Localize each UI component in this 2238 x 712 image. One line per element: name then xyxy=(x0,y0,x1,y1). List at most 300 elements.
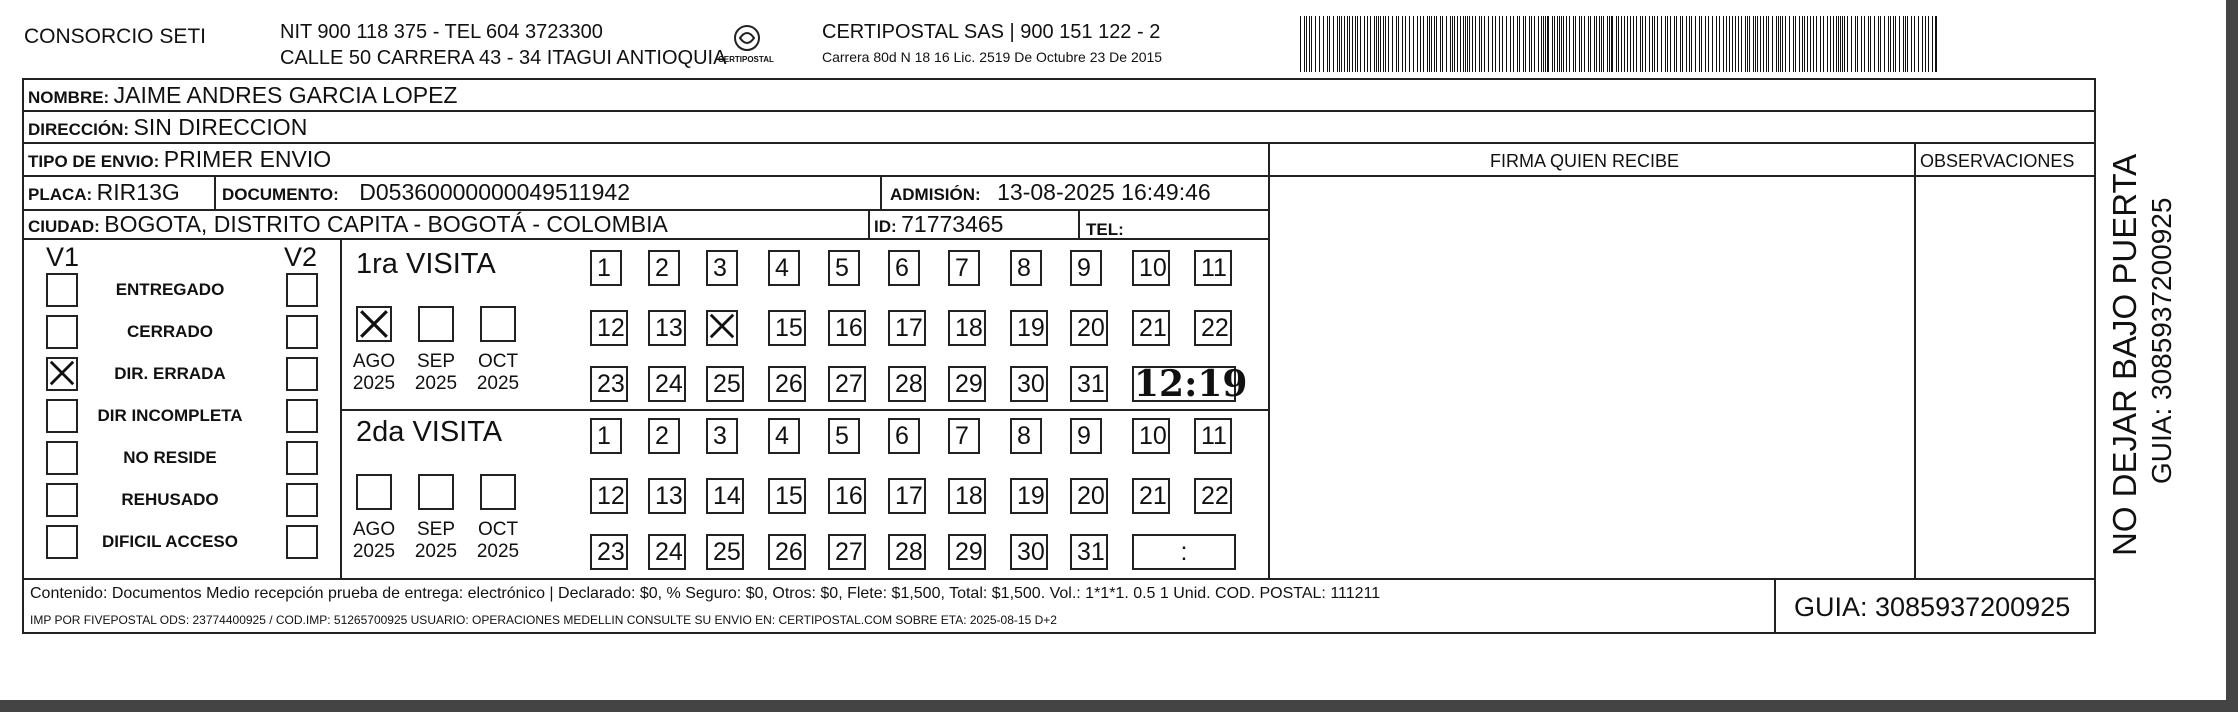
day-box[interactable]: 30 xyxy=(1010,534,1048,570)
barcode-bar xyxy=(1396,16,1397,72)
company-name: CONSORCIO SETI xyxy=(24,25,207,48)
barcode-bar xyxy=(1782,16,1783,72)
admision-row xyxy=(890,181,1211,204)
barcode-bar xyxy=(1636,16,1637,72)
barcode-bar xyxy=(1388,16,1389,72)
day-box[interactable]: 13 xyxy=(648,478,686,514)
barcode-bar xyxy=(1789,16,1790,72)
barcode-bar xyxy=(1594,16,1595,72)
barcode-bar xyxy=(1304,16,1305,72)
barcode-bar xyxy=(1880,16,1881,72)
barcode-bar xyxy=(1719,16,1720,72)
barcode-bar xyxy=(1793,16,1794,72)
ciudad-label: CIUDAD: xyxy=(28,217,100,236)
barcode-bar xyxy=(1780,16,1781,72)
logo-text: CERTIPOSTAL xyxy=(718,55,774,64)
year-label: 2025 xyxy=(414,541,458,562)
barcode-bar xyxy=(1510,16,1511,72)
day-box[interactable]: 4 xyxy=(768,250,800,286)
barcode-bar xyxy=(1599,16,1600,72)
barcode-bar xyxy=(1506,16,1507,72)
v2-checkbox[interactable] xyxy=(286,357,318,391)
barcode-bar xyxy=(1813,16,1814,72)
month-label: SEP xyxy=(416,351,456,372)
day-box[interactable]: 30 xyxy=(1010,366,1048,402)
barcode-bar xyxy=(1810,16,1811,72)
barcode-bar xyxy=(1820,16,1821,72)
day-box[interactable]: 22 xyxy=(1194,478,1232,514)
status-label: DIR. ERRADA xyxy=(114,364,226,383)
barcode-bar xyxy=(1838,16,1839,72)
barcode-bar xyxy=(1306,16,1307,72)
scan-shadow-right xyxy=(2226,0,2238,712)
barcode-bar xyxy=(1914,16,1915,72)
barcode-bar xyxy=(1922,16,1923,72)
day-box[interactable]: 20 xyxy=(1070,478,1108,514)
barcode-bar xyxy=(1864,16,1865,72)
certipostal-logo xyxy=(712,22,782,70)
barcode-bar xyxy=(1529,16,1530,72)
tel-row xyxy=(1086,216,1124,239)
day-box[interactable]: 2 xyxy=(648,250,680,286)
day-box[interactable]: 13 xyxy=(648,310,686,346)
year-label: 2025 xyxy=(476,541,520,562)
barcode-bar xyxy=(1417,16,1418,72)
id-label: ID: xyxy=(874,217,897,236)
barcode-bar xyxy=(1925,16,1926,72)
day-box[interactable] xyxy=(706,310,738,346)
barcode-bar xyxy=(1436,16,1437,72)
month-label: OCT xyxy=(477,351,519,372)
barcode-bar xyxy=(1760,16,1761,72)
day-box[interactable]: 22 xyxy=(1194,310,1232,346)
barcode-bar xyxy=(1484,16,1485,72)
day-box[interactable]: 11 xyxy=(1194,418,1232,454)
day-box[interactable]: 5 xyxy=(828,418,860,454)
day-box[interactable]: 4 xyxy=(768,418,800,454)
barcode-bar xyxy=(1682,16,1683,72)
barcode-bar xyxy=(1385,16,1386,72)
day-box[interactable]: 20 xyxy=(1070,310,1108,346)
barcode-bar xyxy=(1893,16,1894,72)
barcode-bar xyxy=(1611,16,1613,72)
barcode-bar xyxy=(1575,16,1576,72)
status-label: ENTREGADO xyxy=(115,280,225,299)
barcode-bar xyxy=(1804,16,1805,72)
day-box[interactable]: 31 xyxy=(1070,534,1108,570)
barcode-bar xyxy=(1452,16,1453,72)
barcode-bar xyxy=(1928,16,1929,72)
barcode-bar xyxy=(1699,16,1700,72)
barcode-bar xyxy=(1495,16,1496,72)
documento-value: D05360000000049511942 xyxy=(359,179,630,205)
barcode-bar xyxy=(1315,16,1316,72)
barcode-bar xyxy=(1689,16,1690,72)
month-label: OCT xyxy=(477,519,519,540)
time-box[interactable]: 12:19 xyxy=(1134,363,1248,405)
barcode-bar xyxy=(1878,16,1879,72)
barcode-bar xyxy=(1327,16,1328,72)
barcode-bar xyxy=(1745,16,1746,72)
barcode-bar xyxy=(1654,16,1655,72)
barcode-bar xyxy=(1676,16,1677,72)
barcode-bar xyxy=(1398,16,1399,72)
barcode-bar xyxy=(1674,16,1675,72)
day-box[interactable]: 29 xyxy=(948,534,986,570)
barcode-bar xyxy=(1347,16,1348,72)
barcode-bar xyxy=(1534,16,1535,72)
month-checkbox[interactable] xyxy=(480,306,516,342)
day-box[interactable]: 15 xyxy=(768,310,806,346)
barcode-bar xyxy=(1566,16,1567,72)
day-box[interactable]: 28 xyxy=(888,534,926,570)
barcode-bar xyxy=(1695,16,1696,72)
barcode-bar xyxy=(1596,16,1597,72)
barcode-bar xyxy=(1341,16,1342,72)
barcode-bar xyxy=(1795,16,1796,72)
barcode-bar xyxy=(1935,16,1937,72)
barcode-bar xyxy=(1857,16,1858,72)
documento-label: DOCUMENTO: xyxy=(222,185,339,204)
month-label: AGO xyxy=(352,351,396,372)
barcode-bar xyxy=(1603,16,1604,72)
observaciones-header: OBSERVACIONES xyxy=(1920,151,2075,171)
barcode-bar xyxy=(1888,16,1889,72)
barcode-bar xyxy=(1429,16,1430,72)
barcode-bar xyxy=(1409,16,1410,72)
barcode-bar xyxy=(1360,16,1361,72)
v1-label: V1 xyxy=(46,242,80,272)
barcode-bar xyxy=(1905,16,1906,72)
barcode-bar xyxy=(1757,16,1758,72)
barcode-bar xyxy=(1895,16,1896,72)
day-box[interactable]: 23 xyxy=(590,366,628,402)
barcode-bar xyxy=(1475,16,1476,72)
day-box[interactable]: 8 xyxy=(1010,250,1042,286)
barcode-bar xyxy=(1355,16,1356,72)
barcode-bar xyxy=(1434,16,1435,72)
day-box[interactable]: 26 xyxy=(768,366,806,402)
footer-line1: Contenido: Documentos Medio recepción prueba de entrega: electrónico | Declarado: $0, % Seguro: $0, Otros: $0, Flete: $1,500, Total: $1,500. Vol.: 1*1*1. 0.5 1 Unid. COD. POSTAL: 111211 xyxy=(30,585,1381,602)
day-box[interactable]: 31 xyxy=(1070,366,1108,402)
barcode-bar xyxy=(1323,16,1324,72)
barcode-bar xyxy=(1457,16,1458,72)
day-box[interactable]: 24 xyxy=(648,366,686,402)
month-label: SEP xyxy=(416,519,456,540)
day-box[interactable]: 28 xyxy=(888,366,926,402)
barcode-bar xyxy=(1349,16,1350,72)
day-box[interactable]: 27 xyxy=(828,366,866,402)
month-checkbox[interactable] xyxy=(418,474,454,510)
day-box[interactable]: 3 xyxy=(706,250,738,286)
barcode-bar xyxy=(1726,16,1727,72)
day-box[interactable]: 2 xyxy=(648,418,680,454)
v2-label: V2 xyxy=(284,242,318,272)
barcode-bar xyxy=(1563,16,1564,72)
barcode-bar xyxy=(1621,16,1622,72)
barcode-bar xyxy=(1319,16,1320,72)
day-box[interactable]: 1 xyxy=(590,418,622,454)
barcode-bar xyxy=(1337,16,1338,72)
day-box[interactable]: 16 xyxy=(828,310,866,346)
month-checkbox[interactable] xyxy=(480,474,516,510)
barcode-bar xyxy=(1573,16,1574,72)
day-box[interactable]: 12 xyxy=(590,478,628,514)
status-label: REHUSADO xyxy=(121,490,219,509)
barcode-bar xyxy=(1903,16,1904,72)
direccion-value: SIN DIRECCION xyxy=(133,114,308,140)
barcode-bar xyxy=(1523,16,1524,72)
barcode-bar xyxy=(1413,16,1414,72)
visit-title: 1ra VISITA xyxy=(356,248,496,280)
barcode xyxy=(1300,16,1940,72)
day-box[interactable]: 17 xyxy=(888,310,926,346)
nombre-label: NOMBRE: xyxy=(28,88,110,107)
barcode-bar xyxy=(1364,16,1365,72)
ciudad-value: BOGOTA, DISTRITO CAPITA - BOGOTÁ - COLOMBIA xyxy=(104,211,668,237)
time-box[interactable]: : xyxy=(1132,534,1236,570)
barcode-bar xyxy=(1465,16,1466,72)
barcode-bar xyxy=(1640,16,1641,72)
barcode-bar xyxy=(1380,16,1381,72)
barcode-bar xyxy=(1300,16,1301,72)
barcode-bar xyxy=(1616,16,1617,72)
visit-title: 2da VISITA xyxy=(356,416,503,448)
barcode-bar xyxy=(1492,16,1493,72)
barcode-bar xyxy=(1479,16,1480,72)
day-box[interactable]: 9 xyxy=(1070,250,1102,286)
barcode-bar xyxy=(1741,16,1742,72)
barcode-bar xyxy=(1624,16,1625,72)
barcode-bar xyxy=(1618,16,1619,72)
day-box[interactable]: 11 xyxy=(1194,250,1232,286)
barcode-bar xyxy=(1357,16,1358,72)
barcode-bar xyxy=(1747,16,1748,72)
v2-checkbox[interactable] xyxy=(286,273,318,307)
barcode-bar xyxy=(1329,16,1330,72)
direccion-row xyxy=(28,116,307,139)
v2-checkbox[interactable] xyxy=(286,483,318,517)
barcode-bar xyxy=(1370,16,1371,72)
barcode-bar xyxy=(1768,16,1769,72)
barcode-bar xyxy=(1753,16,1754,72)
barcode-bar xyxy=(1884,16,1885,72)
barcode-bar xyxy=(1454,16,1455,72)
day-box[interactable]: 19 xyxy=(1010,310,1048,346)
id-value: 71773465 xyxy=(901,211,1004,237)
barcode-bar xyxy=(1525,16,1526,72)
day-box[interactable]: 15 xyxy=(768,478,806,514)
barcode-bar xyxy=(1735,16,1736,72)
barcode-bar xyxy=(1823,16,1824,72)
barcode-bar xyxy=(1766,16,1767,72)
barcode-bar xyxy=(1588,16,1589,72)
day-box[interactable]: 25 xyxy=(706,534,744,570)
barcode-bar xyxy=(1851,16,1852,72)
barcode-bar xyxy=(1392,16,1393,72)
direccion-label: DIRECCIÓN: xyxy=(28,120,130,139)
day-box[interactable]: 9 xyxy=(1070,418,1102,454)
year-label: 2025 xyxy=(352,373,396,394)
barcode-bar xyxy=(1874,16,1875,72)
day-box[interactable]: 27 xyxy=(828,534,866,570)
v2-checkbox[interactable] xyxy=(286,441,318,475)
barcode-bar xyxy=(1680,16,1681,72)
status-label: DIR INCOMPLETA xyxy=(97,406,243,425)
barcode-bar xyxy=(1590,16,1591,72)
barcode-bar xyxy=(1712,16,1713,72)
barcode-bar xyxy=(1460,16,1461,72)
barcode-bar xyxy=(1579,16,1580,72)
day-box[interactable]: 23 xyxy=(590,534,628,570)
barcode-bar xyxy=(1607,16,1608,72)
year-label: 2025 xyxy=(414,373,458,394)
firma-header: FIRMA QUIEN RECIBE xyxy=(1490,151,1680,171)
barcode-bar xyxy=(1899,16,1900,72)
day-box[interactable]: 10 xyxy=(1132,418,1170,454)
barcode-bar xyxy=(1870,16,1871,72)
month-checkbox[interactable] xyxy=(356,306,392,342)
barcode-bar xyxy=(1311,16,1312,72)
barcode-bar xyxy=(1686,16,1687,72)
day-box[interactable]: 6 xyxy=(888,250,920,286)
day-box[interactable]: 8 xyxy=(1010,418,1042,454)
barcode-bar xyxy=(1827,16,1828,72)
barcode-bar xyxy=(1601,16,1602,72)
barcode-bar xyxy=(1661,16,1662,72)
day-box[interactable]: 7 xyxy=(948,418,980,454)
barcode-bar xyxy=(1502,16,1503,72)
barcode-bar xyxy=(1763,16,1764,72)
barcode-bar xyxy=(1543,16,1544,72)
barcode-bar xyxy=(1376,16,1377,72)
barcode-bar xyxy=(1855,16,1856,72)
barcode-bar xyxy=(1367,16,1368,72)
barcode-bar xyxy=(1749,16,1750,72)
day-box[interactable]: 24 xyxy=(648,534,686,570)
ciudad-row xyxy=(28,213,668,236)
barcode-bar xyxy=(1499,16,1500,72)
day-box[interactable]: 26 xyxy=(768,534,806,570)
month-checkbox[interactable] xyxy=(418,306,454,342)
certipostal-address: Carrera 80d N 18 16 Lic. 2519 De Octubre 23 De 2015 xyxy=(822,49,1163,65)
documento-row xyxy=(222,181,630,204)
barcode-bar xyxy=(1427,16,1428,72)
barcode-bar xyxy=(1584,16,1585,72)
barcode-bar xyxy=(1778,16,1779,72)
barcode-bar xyxy=(1705,16,1706,72)
barcode-bar xyxy=(1691,16,1692,72)
day-box[interactable]: 29 xyxy=(948,366,986,402)
barcode-bar xyxy=(1481,16,1482,72)
barcode-bar xyxy=(1670,16,1671,72)
placa-row xyxy=(28,181,180,204)
id-row xyxy=(874,213,1003,236)
barcode-bar xyxy=(1402,16,1403,72)
barcode-bar xyxy=(1488,16,1489,72)
barcode-bar xyxy=(1907,16,1908,72)
barcode-bar xyxy=(1557,16,1558,72)
barcode-bar xyxy=(1609,16,1610,72)
placa-value: RIR13G xyxy=(96,179,180,205)
barcode-bar xyxy=(1538,16,1539,72)
month-checkbox[interactable] xyxy=(356,474,392,510)
barcode-bar xyxy=(1463,16,1464,72)
barcode-bar xyxy=(1627,16,1628,72)
barcode-bar xyxy=(1531,16,1532,72)
footer-guia: GUIA: 3085937200925 xyxy=(1794,592,2071,622)
certipostal-line: CERTIPOSTAL SAS | 900 151 122 - 2 xyxy=(822,21,1161,43)
year-label: 2025 xyxy=(352,541,396,562)
nombre-row xyxy=(28,84,457,107)
barcode-bar xyxy=(1541,16,1542,72)
footer-line2: IMP POR FIVEPOSTAL ODS: 23774400925 / COD.IMP: 51265700925 USUARIO: OPERACIONES MEDELLIN CONSULTE SU ENVIO EN: CERTIPOSTAL.COM SOBRE ETA: 2025-08-15 D+2 xyxy=(30,613,1057,627)
day-box[interactable]: 10 xyxy=(1132,250,1170,286)
barcode-bar xyxy=(1450,16,1451,72)
tipo-row xyxy=(28,148,331,171)
barcode-bar xyxy=(1816,16,1817,72)
day-box[interactable]: 18 xyxy=(948,310,986,346)
barcode-bar xyxy=(1378,16,1379,72)
day-box[interactable]: 18 xyxy=(948,478,986,514)
barcode-bar xyxy=(1799,16,1800,72)
day-box[interactable]: 6 xyxy=(888,418,920,454)
day-box[interactable]: 5 xyxy=(828,250,860,286)
year-label: 2025 xyxy=(476,373,520,394)
day-box[interactable]: 12 xyxy=(590,310,628,346)
barcode-bar xyxy=(1729,16,1730,72)
v2-checkbox[interactable] xyxy=(286,315,318,349)
day-box[interactable]: 21 xyxy=(1132,310,1170,346)
barcode-bar xyxy=(1513,16,1514,72)
barcode-bar xyxy=(1665,16,1666,72)
day-box[interactable]: 25 xyxy=(706,366,744,402)
day-box[interactable]: 7 xyxy=(948,250,980,286)
barcode-bar xyxy=(1446,16,1447,72)
barcode-bar xyxy=(1333,16,1334,72)
barcode-bar xyxy=(1755,16,1756,72)
barcode-bar xyxy=(1472,16,1473,72)
day-box[interactable]: 16 xyxy=(828,478,866,514)
barcode-bar xyxy=(1723,16,1724,72)
barcode-bar xyxy=(1405,16,1406,72)
barcode-bar xyxy=(1545,16,1546,72)
v2-checkbox[interactable] xyxy=(286,399,318,433)
barcode-bar xyxy=(1561,16,1562,72)
barcode-bar xyxy=(1630,16,1631,72)
barcode-bar xyxy=(1716,16,1717,72)
day-box[interactable]: 17 xyxy=(888,478,926,514)
barcode-bar xyxy=(1442,16,1443,72)
barcode-bar xyxy=(1868,16,1869,72)
day-box[interactable]: 21 xyxy=(1132,478,1170,514)
barcode-bar xyxy=(1517,16,1518,72)
barcode-bar xyxy=(1633,16,1634,72)
day-box[interactable]: 1 xyxy=(590,250,622,286)
barcode-bar xyxy=(1344,16,1345,72)
day-box[interactable]: 14 xyxy=(706,478,744,514)
v2-checkbox[interactable] xyxy=(286,525,318,559)
barcode-bar xyxy=(1652,16,1653,72)
barcode-bar xyxy=(1552,16,1553,72)
barcode-bar xyxy=(1844,16,1845,72)
admision-label: ADMISIÓN: xyxy=(890,185,981,204)
barcode-bar xyxy=(1776,16,1777,72)
barcode-bar xyxy=(1440,16,1441,72)
day-box[interactable]: 3 xyxy=(706,418,738,454)
address-line: CALLE 50 CARRERA 43 - 34 ITAGUI ANTIOQUIA xyxy=(280,47,727,69)
day-box[interactable]: 19 xyxy=(1010,478,1048,514)
